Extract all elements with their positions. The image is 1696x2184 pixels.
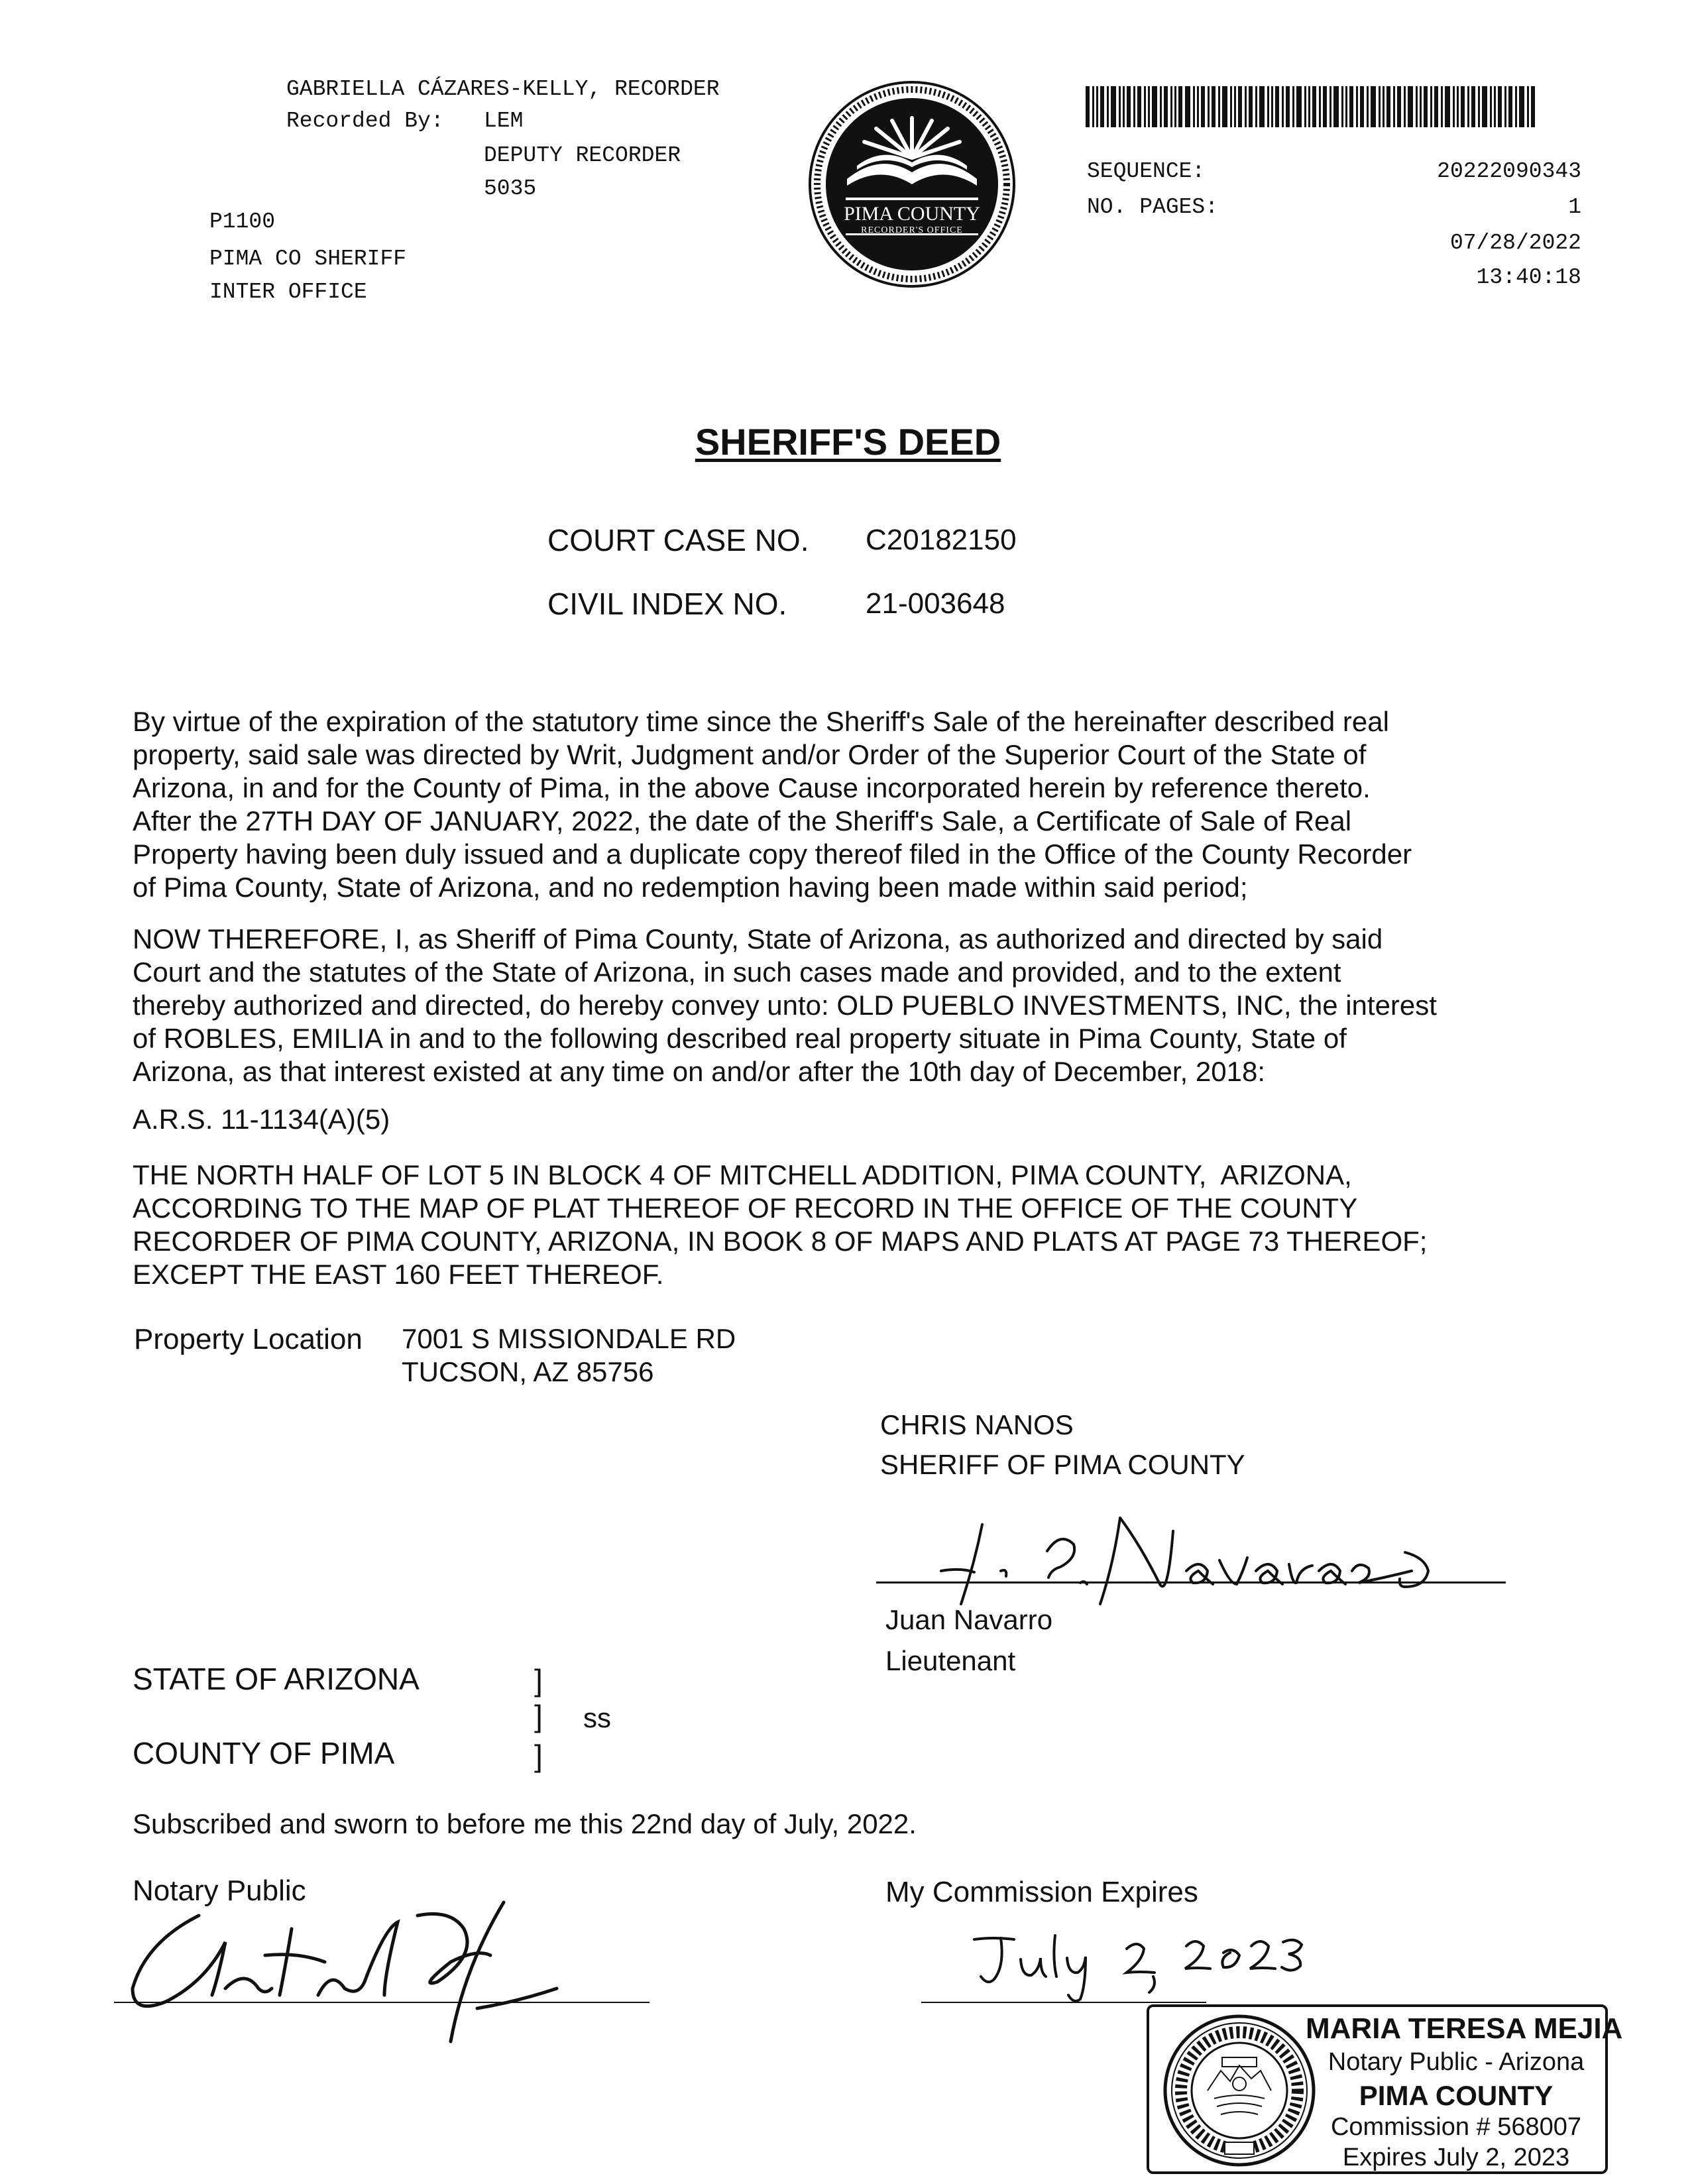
recorder-seal-graphic: [807, 80, 1017, 289]
paragraph-conveyance: [133, 923, 1544, 1088]
paragraph-line: Property having been duly issued and a duplicate copy thereof filed in the Office of the County Recorder: [133, 838, 1412, 870]
deputy-id: 5035: [484, 176, 537, 201]
pages-label: NO. PAGES:: [1087, 195, 1219, 219]
paragraph-line: Arizona, as that interest existed at any time on and/or after the 10th day of December, 2018:: [133, 1056, 1265, 1087]
stamp-commission: Commission # 568007: [1330, 2113, 1582, 2141]
property-location-label: Property Location: [134, 1323, 363, 1355]
civil-index-label: CIVIL INDEX NO.: [547, 587, 787, 621]
recording-agency: PIMA CO SHERIFF: [209, 247, 407, 271]
recording-time: 13:40:18: [1476, 265, 1581, 290]
statute-line: A.R.S. 11-1134(A)(5): [133, 1104, 390, 1135]
statute-reference: [133, 1103, 1544, 1136]
property-address-line1: 7001 S MISSIONDALE RD: [402, 1323, 736, 1354]
paragraph-line: Court and the statutes of the State of Arizona, in such cases made and provided, and to the extent: [133, 956, 1341, 988]
state-seal-graphic: [1161, 2012, 1318, 2169]
sequence-value: 20222090343: [1437, 159, 1581, 184]
sheriff-signature-graphic: [921, 1505, 1518, 1617]
sheriff-signature-line: [876, 1581, 1506, 1583]
sequence-label: SEQUENCE:: [1087, 159, 1206, 184]
sheriff-signature: [921, 1505, 1518, 1617]
recorder-seal-line2: RECORDER'S OFFICE: [861, 225, 963, 235]
jurat-state: STATE OF ARIZONA: [133, 1662, 420, 1696]
civil-index-value: 21-003648: [866, 587, 1005, 620]
paragraph-line: of ROBLES, EMILIA in and to the following described real property situate in Pima County, State of: [133, 1023, 1347, 1054]
jurat-subscribed: Subscribed and sworn to before me this 22nd day of July, 2022.: [133, 1808, 917, 1839]
signer-name: Juan Navarro: [885, 1604, 1053, 1635]
jurat-county: COUNTY OF PIMA: [133, 1736, 395, 1770]
paragraph-line: property, said sale was directed by Writ, Judgment and/or Order of the Superior Court of the State of: [133, 739, 1367, 770]
notary-signature-line: [114, 2002, 650, 2003]
commission-handwriting-graphic: [968, 1926, 1312, 2006]
commission-label: My Commission Expires: [885, 1876, 1198, 1908]
recording-code: P1100: [209, 209, 276, 234]
jurat-bracket-1: ]: [534, 1663, 543, 1697]
notary-signature-graphic: [106, 1889, 610, 2048]
document-title: SHERIFF'S DEED: [695, 421, 1001, 463]
court-case-value: C20182150: [866, 524, 1017, 556]
paragraph-line: of Pima County, State of Arizona, and no redemption having been made within said period;: [133, 872, 1248, 903]
notary-stamp: [1147, 2004, 1623, 2174]
signer-rank: Lieutenant: [885, 1645, 1016, 1676]
property-address-line2: TUCSON, AZ 85756: [402, 1356, 654, 1387]
recorder-seal-line1: PIMA COUNTY: [844, 203, 980, 225]
recording-delivery: INTER OFFICE: [209, 280, 367, 304]
stamp-county: PIMA COUNTY: [1359, 2080, 1554, 2111]
recorder-name: GABRIELLA CÁZARES-KELLY, RECORDER: [286, 77, 720, 101]
paragraph-line: NOW THEREFORE, I, as Sheriff of Pima County, State of Arizona, as authorized and directed by said: [133, 923, 1383, 954]
legal-description: [133, 1159, 1544, 1291]
recorded-by-label: Recorded By:: [286, 109, 444, 133]
stamp-title: Notary Public - Arizona: [1328, 2048, 1585, 2076]
pages-value: 1: [1568, 195, 1581, 219]
paragraph-line: By virtue of the expiration of the statutory time since the Sheriff's Sale of the hereinafter described real: [133, 706, 1389, 737]
legal-line: EXCEPT THE EAST 160 FEET THEREOF.: [133, 1259, 664, 1290]
recorder-seal: [807, 80, 1017, 289]
notary-signature: [106, 1889, 610, 2048]
barcode-graphic: [1086, 86, 1535, 127]
stamp-expires: Expires July 2, 2023: [1342, 2144, 1570, 2171]
legal-line: ACCORDING TO THE MAP OF PLAT THEREOF OF RECORD IN THE OFFICE OF THE COUNTY: [133, 1192, 1358, 1224]
recorded-by-value: LEM: [484, 109, 524, 133]
jurat-bracket-2: ]: [534, 1699, 543, 1733]
jurat-ss: ss: [583, 1702, 611, 1733]
sheriff-title: SHERIFF OF PIMA COUNTY: [880, 1449, 1245, 1480]
jurat-bracket-3: ]: [534, 1739, 543, 1773]
commission-line: [921, 2002, 1206, 2003]
deputy-title: DEPUTY RECORDER: [484, 143, 681, 168]
stamp-name: MARIA TERESA MEJIA: [1306, 2012, 1623, 2045]
legal-line: THE NORTH HALF OF LOT 5 IN BLOCK 4 OF MITCHELL ADDITION, PIMA COUNTY, ARIZONA,: [133, 1159, 1352, 1190]
court-case-label: COURT CASE NO.: [547, 523, 809, 557]
state-seal: [1161, 2012, 1318, 2169]
paragraph-line: thereby authorized and directed, do hereby convey unto: OLD PUEBLO INVESTMENTS, INC, the interest: [133, 990, 1437, 1021]
sheriff-name: CHRIS NANOS: [880, 1409, 1074, 1440]
notary-label: Notary Public: [133, 1874, 306, 1907]
paragraph-line: After the 27TH DAY OF JANUARY, 2022, the date of the Sheriff's Sale, a Certificate of Sale of Real: [133, 805, 1352, 836]
recording-date: 07/28/2022: [1449, 231, 1581, 255]
barcode: [1086, 86, 1535, 127]
legal-line: RECORDER OF PIMA COUNTY, ARIZONA, IN BOOK 8 OF MAPS AND PLATS AT PAGE 73 THEREOF;: [133, 1226, 1428, 1257]
commission-handwriting: [968, 1926, 1312, 2006]
paragraph-recitals: [133, 705, 1544, 904]
paragraph-line: Arizona, in and for the County of Pima, in the above Cause incorporated herein by reference thereto.: [133, 772, 1371, 803]
